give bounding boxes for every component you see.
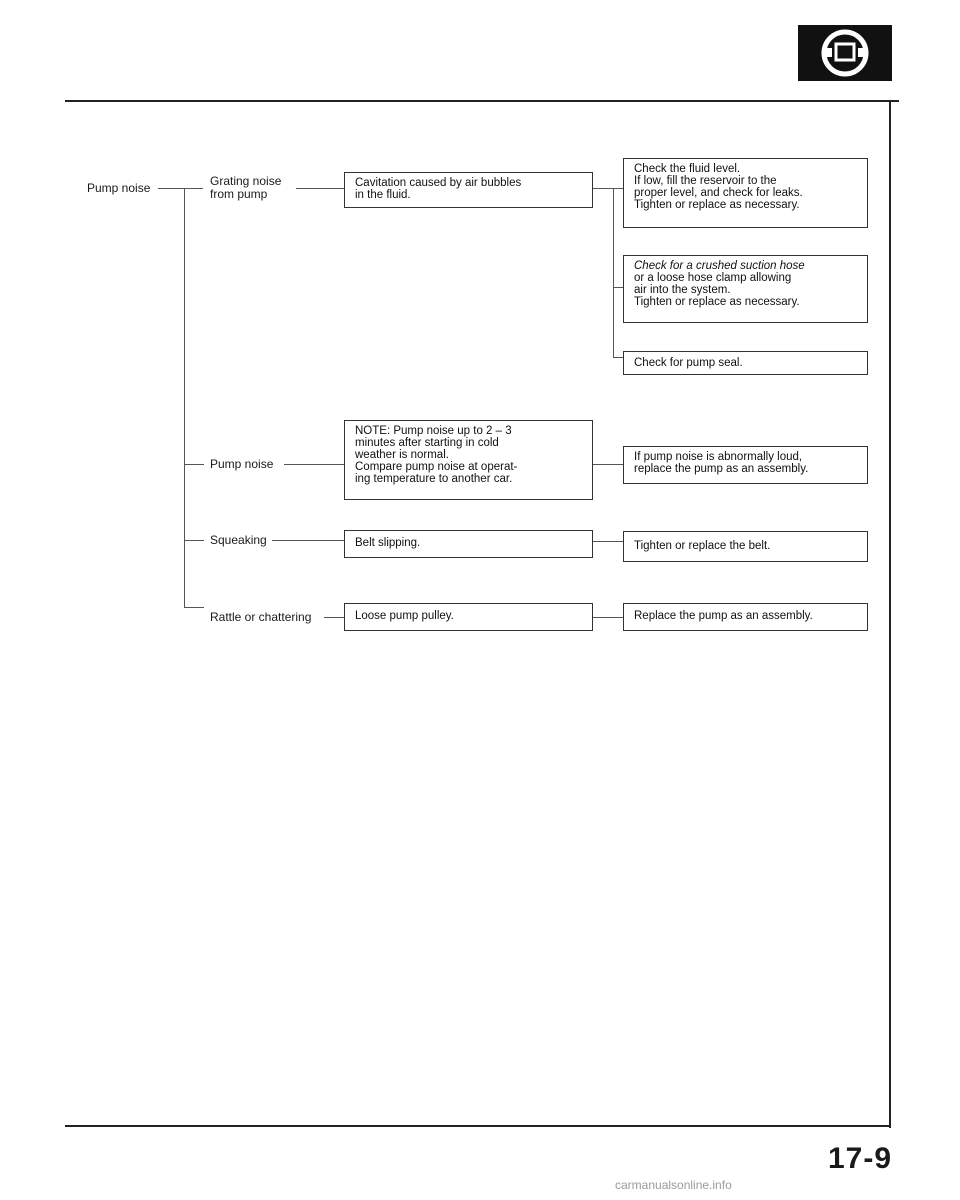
symptom-squeaking: Squeaking xyxy=(210,533,267,547)
action-box-check-suction-hose: Check for a crushed suction hose or a loose hose clamp allowing air into the system. Tighten or replace as necessary. xyxy=(623,255,868,323)
right-margin-rule xyxy=(889,100,891,1128)
footer-rule xyxy=(65,1125,891,1127)
section-icon-badge xyxy=(798,25,892,81)
page-number: 17-9 xyxy=(828,1142,893,1175)
action-box-replace-pump-pulley: Replace the pump as an assembly. xyxy=(623,603,868,631)
action-box-replace-pump-loud: If pump noise is abnormally loud, replace the pump as an assembly. xyxy=(623,446,868,484)
symptom-pump-noise: Pump noise xyxy=(210,457,274,471)
action-box-tighten-belt: Tighten or replace the belt. xyxy=(623,531,868,562)
cause-box-note-normal-noise: NOTE: Pump noise up to 2 – 3 minutes after starting in cold weather is normal. Compare pump noise at operat- ing temperature to another car. xyxy=(344,420,593,500)
cause-box-cavitation: Cavitation caused by air bubbles in the fluid. xyxy=(344,172,593,208)
cause-box-loose-pulley: Loose pump pulley. xyxy=(344,603,593,631)
cause-box-belt-slipping: Belt slipping. xyxy=(344,530,593,558)
root-label: Pump noise xyxy=(87,181,151,195)
action-box-check-fluid-level: Check the fluid level. If low, fill the reservoir to the proper level, and check for leaks. Tighten or replace as necessary. xyxy=(623,158,868,228)
footer-watermark: carmanualsonline.info xyxy=(615,1178,732,1192)
steering-wheel-icon xyxy=(798,25,892,81)
symptom-grating-noise: Grating noise from pump xyxy=(210,174,282,201)
symptom-rattle-chattering: Rattle or chattering xyxy=(210,610,312,624)
action-box-check-pump-seal: Check for pump seal. xyxy=(623,351,868,375)
header-rule xyxy=(65,100,899,102)
